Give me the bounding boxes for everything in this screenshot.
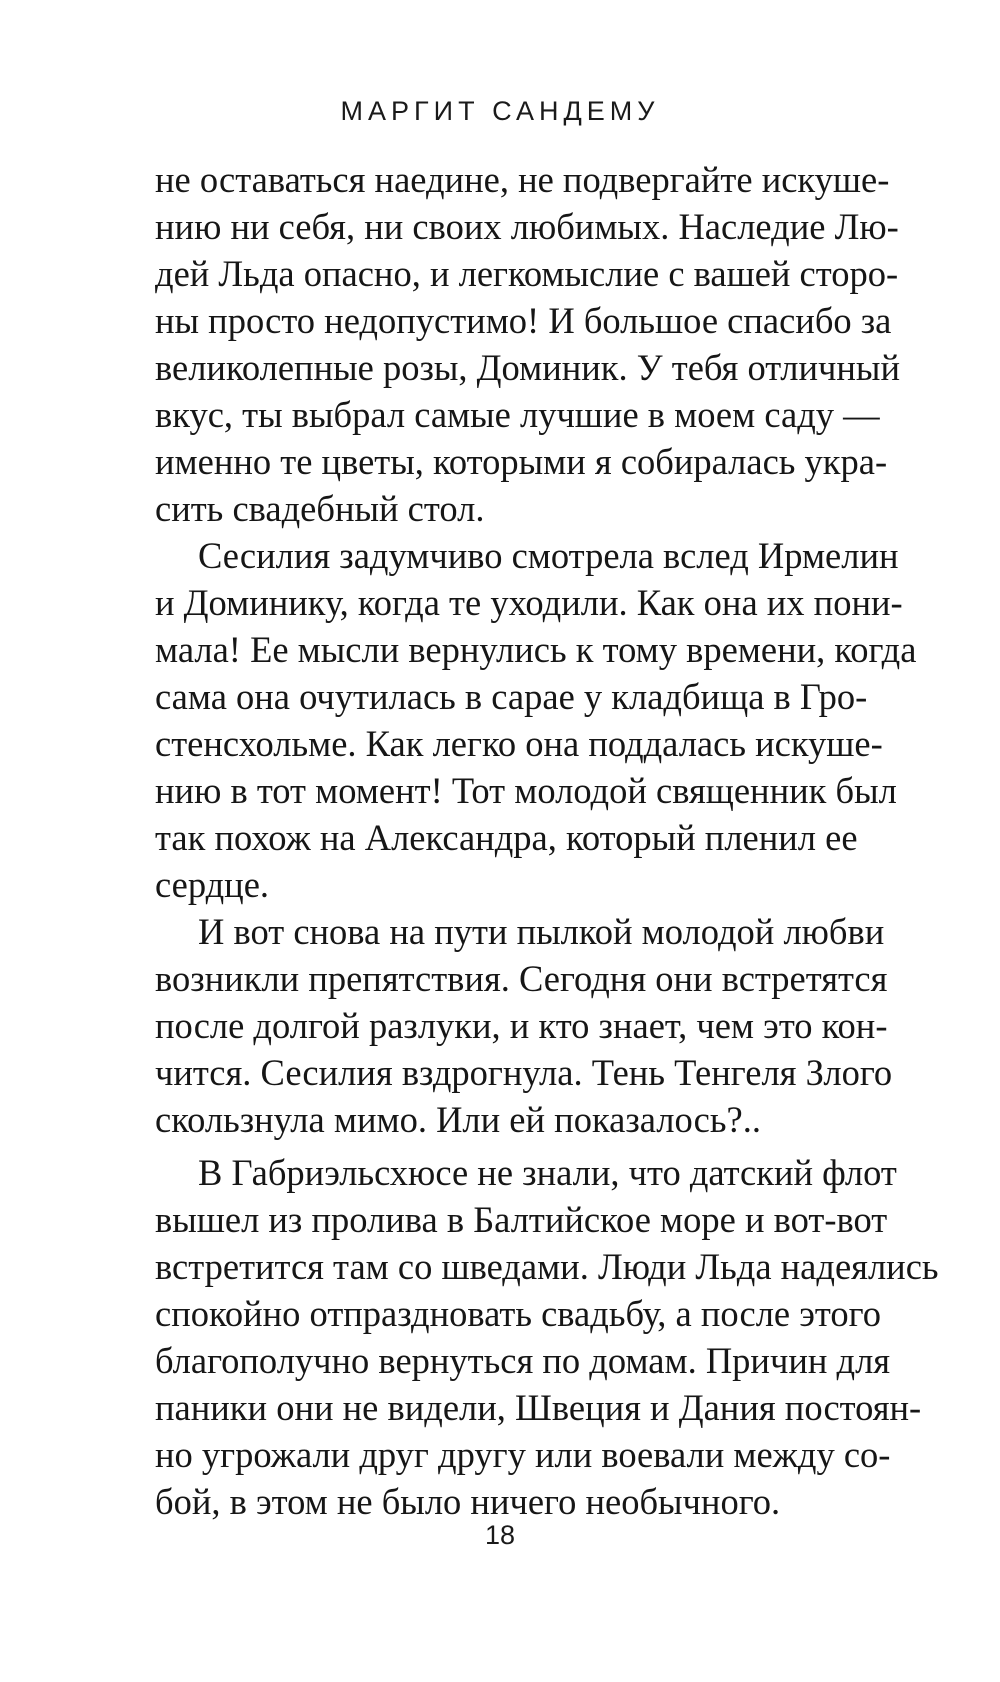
text-line: В Габриэльсхюсе не знали, что датский флот: [198, 1152, 897, 1193]
text-line: ны просто недопустимо! И большое спасибо за: [155, 300, 892, 341]
page-number: 18: [484, 1520, 516, 1550]
text-line: великолепные розы, Доминик. У тебя отличный: [155, 347, 900, 388]
text-section-1: [155, 156, 945, 1143]
text-line: спокойно отпраздновать свадьбу, а после этого: [155, 1293, 881, 1334]
text-line: и Доминику, когда те уходили. Как она их пони-: [155, 582, 903, 623]
text-line: встретится там со шведами. Люди Льда надеялись: [155, 1246, 939, 1287]
text-line: но угрожали друг другу или воевали между со-: [155, 1434, 891, 1475]
text-line: сить свадебный стол.: [155, 488, 485, 529]
text-line: бой, в этом не было ничего необычного.: [155, 1481, 781, 1522]
text-line: так похож на Александра, который пленил ее: [155, 817, 858, 858]
text-line: паники они не видели, Швеция и Дания постоян-: [155, 1387, 922, 1428]
text-line: сердце.: [155, 864, 270, 905]
text-line: возникли препятствия. Сегодня они встретятся: [155, 958, 888, 999]
text-line: нию в тот момент! Тот молодой священник был: [155, 770, 897, 811]
text-line: именно те цветы, которыми я собиралась укра-: [155, 441, 888, 482]
text-section-2: [155, 1149, 945, 1525]
text-line: нию ни себя, ни своих любимых. Наследие Лю-: [155, 206, 899, 247]
text-line: стенсхольме. Как легко она поддалась искуше-: [155, 723, 883, 764]
text-line: не оставаться наедине, не подвергайте искуше-: [155, 159, 890, 200]
text-line: благополучно вернуться по домам. Причин для: [155, 1340, 891, 1381]
text-line: скользнула мимо. Или ей показалось?..: [155, 1099, 761, 1140]
text-line: И вот снова на пути пылкой молодой любви: [198, 911, 885, 952]
text-line: дей Льда опасно, и легкомыслие с вашей сторо-: [155, 253, 899, 294]
text-line: чится. Сесилия вздрогнула. Тень Тенгеля Злого: [155, 1052, 893, 1093]
text-line: мала! Ее мысли вернулись к тому времени, когда: [155, 629, 917, 670]
text-line: вышел из пролива в Балтийское море и вот-вот: [155, 1199, 888, 1240]
text-line: вкус, ты выбрал самые лучшие в моем саду —: [155, 394, 880, 435]
text-line: Сесилия задумчиво смотрела вслед Ирмелин: [198, 535, 899, 576]
text-line: после долгой разлуки, и кто знает, чем это кон-: [155, 1005, 888, 1046]
running-header: МАРГИТ САНДЕМУ: [340, 96, 660, 126]
text-line: сама она очутилась в сарае у кладбища в Гро-: [155, 676, 868, 717]
